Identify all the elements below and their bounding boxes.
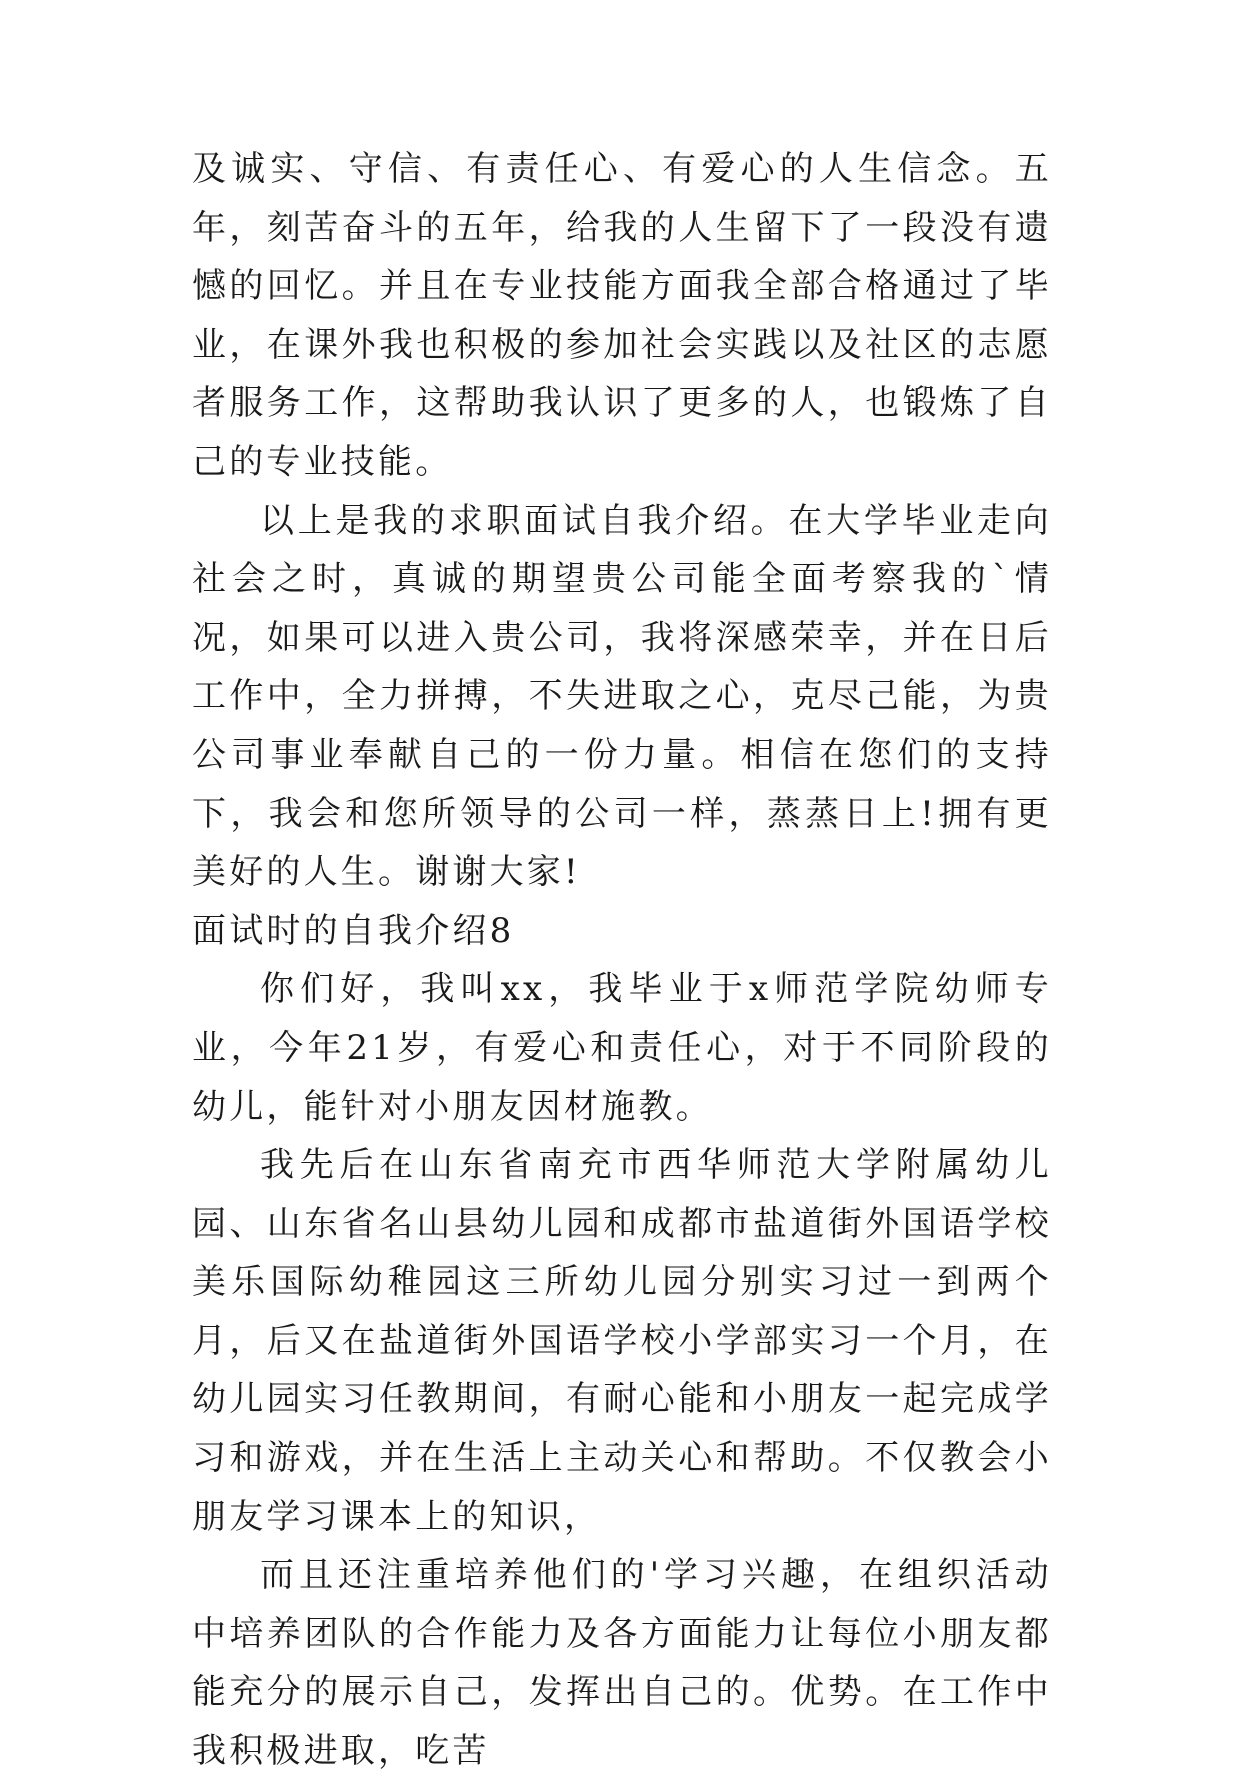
section-heading: 面试时的自我介绍8 — [192, 910, 515, 951]
document-body — [192, 140, 1052, 1781]
paragraph-2: 以上是我的求职面试自我介绍。在大学毕业走向社会之时，真诚的期望贵公司能全面考察我的`情况，如果可以进入贵公司，我将深感荣幸，并在日后工作中，全力拼搏，不失进取之心，克尽己能，为贵公司事业奉献自己的一份力量。相信在您们的支持下，我会和您所领导的公司一样，蒸蒸日上!拥有更美好的人生。谢谢大家! — [192, 500, 1052, 893]
paragraph-1: 及诚实、守信、有责任心、有爱心的人生信念。五年，刻苦奋斗的五年，给我的人生留下了一段没有遗憾的回忆。并且在专业技能方面我全部合格通过了毕业，在课外我也积极的参加社会实践以及社区的志愿者服务工作，这帮助我认识了更多的人，也锻炼了自己的专业技能。 — [192, 149, 1052, 482]
paragraph-5: 而且还注重培养他们的'学习兴趣，在组织活动中培养团队的合作能力及各方面能力让每位小朋友都能充分的展示自己，发挥出自己的。优势。在工作中我积极进取，吃苦 — [192, 1555, 1052, 1772]
paragraph-4: 我先后在山东省南充市西华师范大学附属幼儿园、山东省名山县幼儿园和成都市盐道街外国语学校美乐国际幼稚园这三所幼儿园分别实习过一到两个月，后又在盐道街外国语学校小学部实习一个月，在幼儿园实习任教期间，有耐心能和小朋友一起完成学习和游戏，并在生活上主动关心和帮助。不仅教会小朋友学习课本上的知识， — [192, 1145, 1052, 1537]
paragraph-3: 你们好，我叫xx，我毕业于x师范学院幼师专业，今年21岁，有爱心和责任心，对于不同阶段的幼儿，能针对小朋友因材施教。 — [192, 969, 1052, 1127]
